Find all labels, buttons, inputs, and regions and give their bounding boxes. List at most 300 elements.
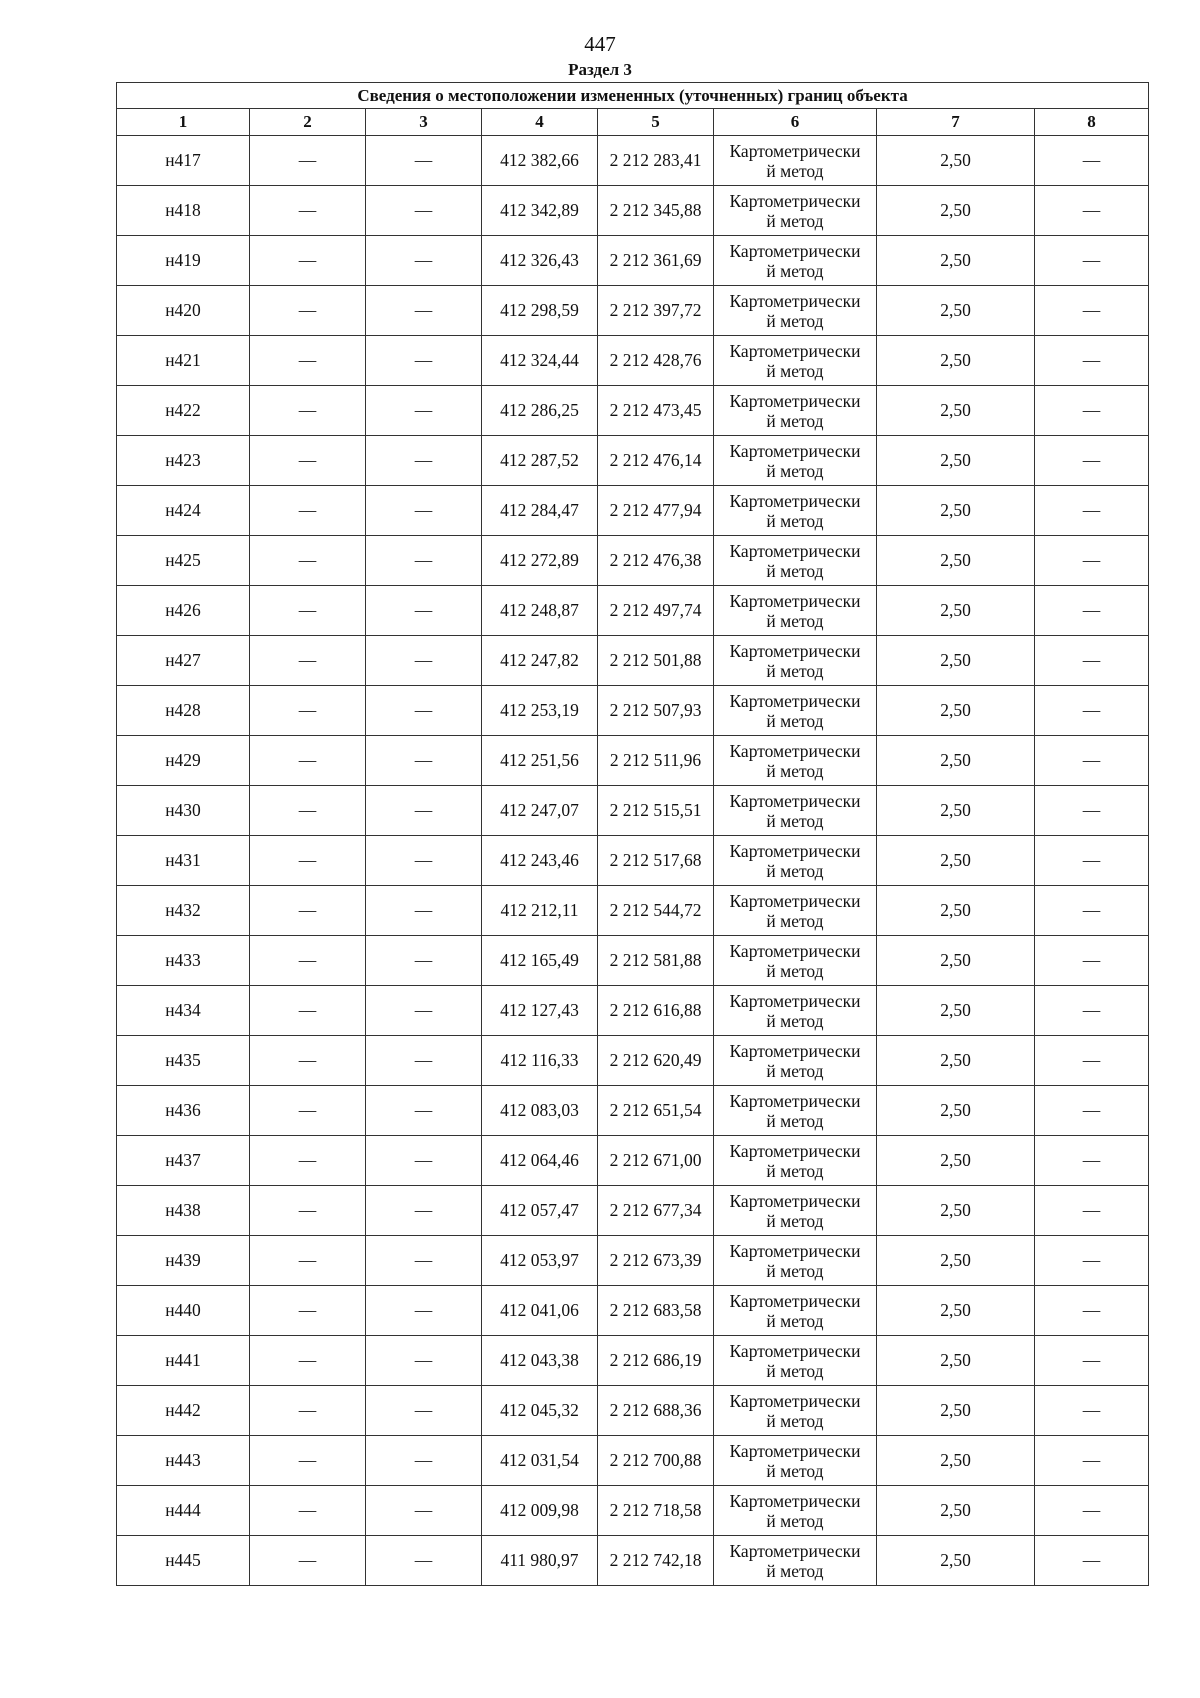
method-cell	[714, 986, 877, 1036]
method-line-1: Картометрически	[729, 1040, 861, 1061]
y-coordinate-cell: 2 212 497,74	[598, 586, 714, 636]
x-coordinate-cell: 412 248,87	[482, 586, 598, 636]
method-line-2: й метод	[766, 1510, 824, 1531]
column-8-cell: —	[1035, 1086, 1149, 1136]
y-coordinate-cell: 2 212 688,36	[598, 1386, 714, 1436]
accuracy-cell: 2,50	[877, 936, 1035, 986]
table-body	[117, 136, 1149, 1586]
accuracy-cell: 2,50	[877, 636, 1035, 686]
method-line-2: й метод	[766, 810, 824, 831]
column-2-cell: —	[250, 336, 366, 386]
table-row	[117, 536, 1149, 586]
column-number: 2	[250, 109, 366, 136]
x-coordinate-cell: 412 165,49	[482, 936, 598, 986]
method-line-2: й метод	[766, 1110, 824, 1131]
table-row	[117, 936, 1149, 986]
column-8-cell: —	[1035, 386, 1149, 436]
accuracy-cell: 2,50	[877, 1286, 1035, 1336]
point-name-cell: н435	[117, 1036, 250, 1086]
method-cell	[714, 886, 877, 936]
method-line-2: й метод	[766, 1410, 824, 1431]
method-line-2: й метод	[766, 1160, 824, 1181]
method-line-2: й метод	[766, 160, 824, 181]
method-cell	[714, 736, 877, 786]
method-line-1: Картометрически	[729, 940, 861, 961]
table-row	[117, 1036, 1149, 1086]
column-8-cell: —	[1035, 736, 1149, 786]
column-8-cell: —	[1035, 186, 1149, 236]
column-8-cell: —	[1035, 786, 1149, 836]
method-line-2: й метод	[766, 260, 824, 281]
page-number: 447	[584, 32, 616, 56]
column-2-cell: —	[250, 386, 366, 436]
table-row	[117, 686, 1149, 736]
x-coordinate-cell: 412 243,46	[482, 836, 598, 886]
method-cell	[714, 586, 877, 636]
x-coordinate-cell: 412 031,54	[482, 1436, 598, 1486]
column-3-cell: —	[366, 686, 482, 736]
column-8-cell: —	[1035, 536, 1149, 586]
x-coordinate-cell: 412 382,66	[482, 136, 598, 186]
accuracy-cell: 2,50	[877, 386, 1035, 436]
method-cell	[714, 636, 877, 686]
point-name-cell: н440	[117, 1286, 250, 1336]
table-row	[117, 1486, 1149, 1536]
column-3-cell: —	[366, 536, 482, 586]
column-8-cell: —	[1035, 986, 1149, 1036]
method-cell	[714, 336, 877, 386]
column-8-cell: —	[1035, 836, 1149, 886]
y-coordinate-cell: 2 212 677,34	[598, 1186, 714, 1236]
method-line-2: й метод	[766, 1460, 824, 1481]
x-coordinate-cell: 412 045,32	[482, 1386, 598, 1436]
y-coordinate-cell: 2 212 517,68	[598, 836, 714, 886]
x-coordinate-cell: 412 009,98	[482, 1486, 598, 1536]
point-name-cell: н429	[117, 736, 250, 786]
table-row	[117, 486, 1149, 536]
table-row	[117, 336, 1149, 386]
x-coordinate-cell: 412 127,43	[482, 986, 598, 1036]
y-coordinate-cell: 2 212 283,41	[598, 136, 714, 186]
x-coordinate-cell: 412 083,03	[482, 1086, 598, 1136]
y-coordinate-cell: 2 212 616,88	[598, 986, 714, 1036]
table-row	[117, 1536, 1149, 1586]
y-coordinate-cell: 2 212 544,72	[598, 886, 714, 936]
method-line-2: й метод	[766, 510, 824, 531]
method-line-2: й метод	[766, 910, 824, 931]
method-line-2: й метод	[766, 610, 824, 631]
method-line-2: й метод	[766, 360, 824, 381]
method-line-2: й метод	[766, 1210, 824, 1231]
accuracy-cell: 2,50	[877, 1386, 1035, 1436]
method-line-2: й метод	[766, 1010, 824, 1031]
method-cell	[714, 286, 877, 336]
method-cell	[714, 1336, 877, 1386]
accuracy-cell: 2,50	[877, 136, 1035, 186]
column-3-cell: —	[366, 486, 482, 536]
column-3-cell: —	[366, 836, 482, 886]
method-cell	[714, 1436, 877, 1486]
column-2-cell: —	[250, 1086, 366, 1136]
x-coordinate-cell: 412 326,43	[482, 236, 598, 286]
column-3-cell: —	[366, 736, 482, 786]
column-number-row	[117, 109, 1149, 136]
y-coordinate-cell: 2 212 507,93	[598, 686, 714, 736]
table-row	[117, 286, 1149, 336]
method-line-1: Картометрически	[729, 840, 861, 861]
column-8-cell: —	[1035, 886, 1149, 936]
column-2-cell: —	[250, 1386, 366, 1436]
x-coordinate-cell: 412 057,47	[482, 1186, 598, 1236]
point-name-cell: н436	[117, 1086, 250, 1136]
column-8-cell: —	[1035, 436, 1149, 486]
table-row	[117, 1136, 1149, 1186]
method-line-1: Картометрически	[729, 490, 861, 511]
column-2-cell: —	[250, 1186, 366, 1236]
accuracy-cell: 2,50	[877, 486, 1035, 536]
method-line-2: й метод	[766, 860, 824, 881]
method-line-1: Картометрически	[729, 790, 861, 811]
column-2-cell: —	[250, 186, 366, 236]
method-line-1: Картометрически	[729, 1090, 861, 1111]
column-2-cell: —	[250, 836, 366, 886]
method-cell	[714, 436, 877, 486]
point-name-cell: н444	[117, 1486, 250, 1536]
accuracy-cell: 2,50	[877, 1136, 1035, 1186]
column-2-cell: —	[250, 1286, 366, 1336]
y-coordinate-cell: 2 212 511,96	[598, 736, 714, 786]
point-name-cell: н423	[117, 436, 250, 486]
point-name-cell: н439	[117, 1236, 250, 1286]
column-3-cell: —	[366, 136, 482, 186]
method-cell	[714, 1286, 877, 1336]
column-3-cell: —	[366, 936, 482, 986]
column-3-cell: —	[366, 1436, 482, 1486]
point-name-cell: н418	[117, 186, 250, 236]
method-line-1: Картометрически	[729, 340, 861, 361]
y-coordinate-cell: 2 212 361,69	[598, 236, 714, 286]
table-row	[117, 1386, 1149, 1436]
y-coordinate-cell: 2 212 515,51	[598, 786, 714, 836]
method-line-1: Картометрически	[729, 1290, 861, 1311]
column-2-cell: —	[250, 986, 366, 1036]
method-line-1: Картометрически	[729, 690, 861, 711]
column-3-cell: —	[366, 1186, 482, 1236]
x-coordinate-cell: 412 251,56	[482, 736, 598, 786]
column-3-cell: —	[366, 586, 482, 636]
point-name-cell: н424	[117, 486, 250, 536]
column-8-cell: —	[1035, 1136, 1149, 1186]
column-8-cell: —	[1035, 336, 1149, 386]
y-coordinate-cell: 2 212 476,38	[598, 536, 714, 586]
column-2-cell: —	[250, 586, 366, 636]
column-3-cell: —	[366, 886, 482, 936]
column-8-cell: —	[1035, 236, 1149, 286]
accuracy-cell: 2,50	[877, 586, 1035, 636]
method-cell	[714, 136, 877, 186]
method-line-2: й метод	[766, 310, 824, 331]
method-line-1: Картометрически	[729, 1540, 861, 1561]
section-title: Раздел 3	[568, 60, 632, 79]
method-cell	[714, 836, 877, 886]
accuracy-cell: 2,50	[877, 336, 1035, 386]
column-number: 4	[482, 109, 598, 136]
point-name-cell: н437	[117, 1136, 250, 1186]
point-name-cell: н426	[117, 586, 250, 636]
x-coordinate-cell: 412 272,89	[482, 536, 598, 586]
method-cell	[714, 1486, 877, 1536]
column-3-cell: —	[366, 1336, 482, 1386]
method-line-1: Картометрически	[729, 990, 861, 1011]
method-line-2: й метод	[766, 710, 824, 731]
table-row	[117, 1286, 1149, 1336]
accuracy-cell: 2,50	[877, 1436, 1035, 1486]
method-line-2: й метод	[766, 460, 824, 481]
method-cell	[714, 786, 877, 836]
x-coordinate-cell: 411 980,97	[482, 1536, 598, 1586]
method-cell	[714, 1036, 877, 1086]
column-8-cell: —	[1035, 1486, 1149, 1536]
y-coordinate-cell: 2 212 428,76	[598, 336, 714, 386]
x-coordinate-cell: 412 247,82	[482, 636, 598, 686]
method-cell	[714, 1086, 877, 1136]
method-line-1: Картометрически	[729, 1490, 861, 1511]
method-cell	[714, 236, 877, 286]
x-coordinate-cell: 412 286,25	[482, 386, 598, 436]
method-line-1: Картометрически	[729, 1390, 861, 1411]
method-line-2: й метод	[766, 660, 824, 681]
method-line-1: Картометрически	[729, 1190, 861, 1211]
column-2-cell: —	[250, 1036, 366, 1086]
column-2-cell: —	[250, 636, 366, 686]
accuracy-cell: 2,50	[877, 536, 1035, 586]
y-coordinate-cell: 2 212 476,14	[598, 436, 714, 486]
table-row	[117, 986, 1149, 1036]
column-2-cell: —	[250, 286, 366, 336]
method-cell	[714, 386, 877, 436]
accuracy-cell: 2,50	[877, 886, 1035, 936]
x-coordinate-cell: 412 253,19	[482, 686, 598, 736]
table-row	[117, 586, 1149, 636]
method-line-1: Картометрически	[729, 290, 861, 311]
method-line-2: й метод	[766, 760, 824, 781]
point-name-cell: н431	[117, 836, 250, 886]
accuracy-cell: 2,50	[877, 236, 1035, 286]
table-row	[117, 236, 1149, 286]
x-coordinate-cell: 412 064,46	[482, 1136, 598, 1186]
x-coordinate-cell: 412 287,52	[482, 436, 598, 486]
accuracy-cell: 2,50	[877, 1486, 1035, 1536]
method-line-1: Картометрически	[729, 1240, 861, 1261]
table-caption: Сведения о местоположении измененных (уточненных) границ объекта	[117, 83, 1149, 109]
table-row	[117, 786, 1149, 836]
table-row	[117, 1086, 1149, 1136]
column-8-cell: —	[1035, 136, 1149, 186]
accuracy-cell: 2,50	[877, 736, 1035, 786]
column-2-cell: —	[250, 536, 366, 586]
method-line-1: Картометрически	[729, 1440, 861, 1461]
y-coordinate-cell: 2 212 651,54	[598, 1086, 714, 1136]
method-cell	[714, 1136, 877, 1186]
method-line-2: й метод	[766, 1360, 824, 1381]
column-8-cell: —	[1035, 1536, 1149, 1586]
column-2-cell: —	[250, 1486, 366, 1536]
column-2-cell: —	[250, 936, 366, 986]
y-coordinate-cell: 2 212 686,19	[598, 1336, 714, 1386]
y-coordinate-cell: 2 212 700,88	[598, 1436, 714, 1486]
point-name-cell: н442	[117, 1386, 250, 1436]
column-3-cell: —	[366, 236, 482, 286]
accuracy-cell: 2,50	[877, 1536, 1035, 1586]
x-coordinate-cell: 412 041,06	[482, 1286, 598, 1336]
accuracy-cell: 2,50	[877, 1236, 1035, 1286]
boundary-coordinates-table	[116, 82, 1149, 1586]
method-line-1: Картометрически	[729, 240, 861, 261]
point-name-cell: н433	[117, 936, 250, 986]
column-3-cell: —	[366, 1036, 482, 1086]
method-line-1: Картометрически	[729, 190, 861, 211]
method-cell	[714, 1536, 877, 1586]
column-3-cell: —	[366, 386, 482, 436]
table-row	[117, 186, 1149, 236]
y-coordinate-cell: 2 212 473,45	[598, 386, 714, 436]
x-coordinate-cell: 412 247,07	[482, 786, 598, 836]
method-line-2: й метод	[766, 410, 824, 431]
column-3-cell: —	[366, 436, 482, 486]
table-row	[117, 736, 1149, 786]
y-coordinate-cell: 2 212 345,88	[598, 186, 714, 236]
method-line-1: Картометрически	[729, 1140, 861, 1161]
table-row	[117, 636, 1149, 686]
y-coordinate-cell: 2 212 683,58	[598, 1286, 714, 1336]
table-row	[117, 1436, 1149, 1486]
accuracy-cell: 2,50	[877, 1036, 1035, 1086]
column-3-cell: —	[366, 1536, 482, 1586]
method-line-1: Картометрически	[729, 740, 861, 761]
method-line-2: й метод	[766, 960, 824, 981]
x-coordinate-cell: 412 116,33	[482, 1036, 598, 1086]
column-3-cell: —	[366, 286, 482, 336]
accuracy-cell: 2,50	[877, 1336, 1035, 1386]
method-cell	[714, 686, 877, 736]
column-8-cell: —	[1035, 486, 1149, 536]
column-number: 8	[1035, 109, 1149, 136]
method-line-2: й метод	[766, 1560, 824, 1581]
column-8-cell: —	[1035, 936, 1149, 986]
column-2-cell: —	[250, 736, 366, 786]
column-2-cell: —	[250, 1136, 366, 1186]
accuracy-cell: 2,50	[877, 436, 1035, 486]
column-2-cell: —	[250, 486, 366, 536]
column-3-cell: —	[366, 1136, 482, 1186]
table-row	[117, 1186, 1149, 1236]
column-number: 7	[877, 109, 1035, 136]
method-cell	[714, 536, 877, 586]
y-coordinate-cell: 2 212 620,49	[598, 1036, 714, 1086]
column-8-cell: —	[1035, 1036, 1149, 1086]
column-3-cell: —	[366, 1086, 482, 1136]
method-cell	[714, 1236, 877, 1286]
y-coordinate-cell: 2 212 742,18	[598, 1536, 714, 1586]
table-row	[117, 886, 1149, 936]
column-3-cell: —	[366, 786, 482, 836]
point-name-cell: н425	[117, 536, 250, 586]
column-8-cell: —	[1035, 1236, 1149, 1286]
table-row	[117, 836, 1149, 886]
method-line-1: Картометрически	[729, 590, 861, 611]
column-3-cell: —	[366, 1386, 482, 1436]
column-2-cell: —	[250, 786, 366, 836]
method-line-2: й метод	[766, 1260, 824, 1281]
x-coordinate-cell: 412 324,44	[482, 336, 598, 386]
table-row	[117, 1236, 1149, 1286]
point-name-cell: н419	[117, 236, 250, 286]
column-2-cell: —	[250, 136, 366, 186]
method-line-1: Картометрически	[729, 140, 861, 161]
point-name-cell: н428	[117, 686, 250, 736]
column-2-cell: —	[250, 1336, 366, 1386]
column-2-cell: —	[250, 1236, 366, 1286]
method-line-1: Картометрически	[729, 1340, 861, 1361]
y-coordinate-cell: 2 212 718,58	[598, 1486, 714, 1536]
accuracy-cell: 2,50	[877, 686, 1035, 736]
x-coordinate-cell: 412 212,11	[482, 886, 598, 936]
method-cell	[714, 1186, 877, 1236]
method-line-1: Картометрически	[729, 890, 861, 911]
point-name-cell: н434	[117, 986, 250, 1036]
accuracy-cell: 2,50	[877, 1186, 1035, 1236]
table-row	[117, 136, 1149, 186]
x-coordinate-cell: 412 342,89	[482, 186, 598, 236]
point-name-cell: н445	[117, 1536, 250, 1586]
table-row	[117, 436, 1149, 486]
column-2-cell: —	[250, 886, 366, 936]
accuracy-cell: 2,50	[877, 1086, 1035, 1136]
column-8-cell: —	[1035, 1186, 1149, 1236]
method-line-2: й метод	[766, 210, 824, 231]
method-line-2: й метод	[766, 560, 824, 581]
point-name-cell: н417	[117, 136, 250, 186]
column-number: 5	[598, 109, 714, 136]
point-name-cell: н443	[117, 1436, 250, 1486]
column-3-cell: —	[366, 1236, 482, 1286]
column-2-cell: —	[250, 236, 366, 286]
point-name-cell: н422	[117, 386, 250, 436]
method-cell	[714, 1386, 877, 1436]
point-name-cell: н421	[117, 336, 250, 386]
accuracy-cell: 2,50	[877, 986, 1035, 1036]
x-coordinate-cell: 412 053,97	[482, 1236, 598, 1286]
column-2-cell: —	[250, 1536, 366, 1586]
point-name-cell: н420	[117, 286, 250, 336]
method-cell	[714, 186, 877, 236]
method-line-2: й метод	[766, 1060, 824, 1081]
column-3-cell: —	[366, 186, 482, 236]
accuracy-cell: 2,50	[877, 286, 1035, 336]
column-8-cell: —	[1035, 1336, 1149, 1386]
column-3-cell: —	[366, 1286, 482, 1336]
x-coordinate-cell: 412 284,47	[482, 486, 598, 536]
y-coordinate-cell: 2 212 397,72	[598, 286, 714, 336]
y-coordinate-cell: 2 212 477,94	[598, 486, 714, 536]
accuracy-cell: 2,50	[877, 786, 1035, 836]
method-line-1: Картометрически	[729, 640, 861, 661]
point-name-cell: н430	[117, 786, 250, 836]
method-cell	[714, 486, 877, 536]
y-coordinate-cell: 2 212 501,88	[598, 636, 714, 686]
method-line-1: Картометрически	[729, 390, 861, 411]
column-8-cell: —	[1035, 686, 1149, 736]
